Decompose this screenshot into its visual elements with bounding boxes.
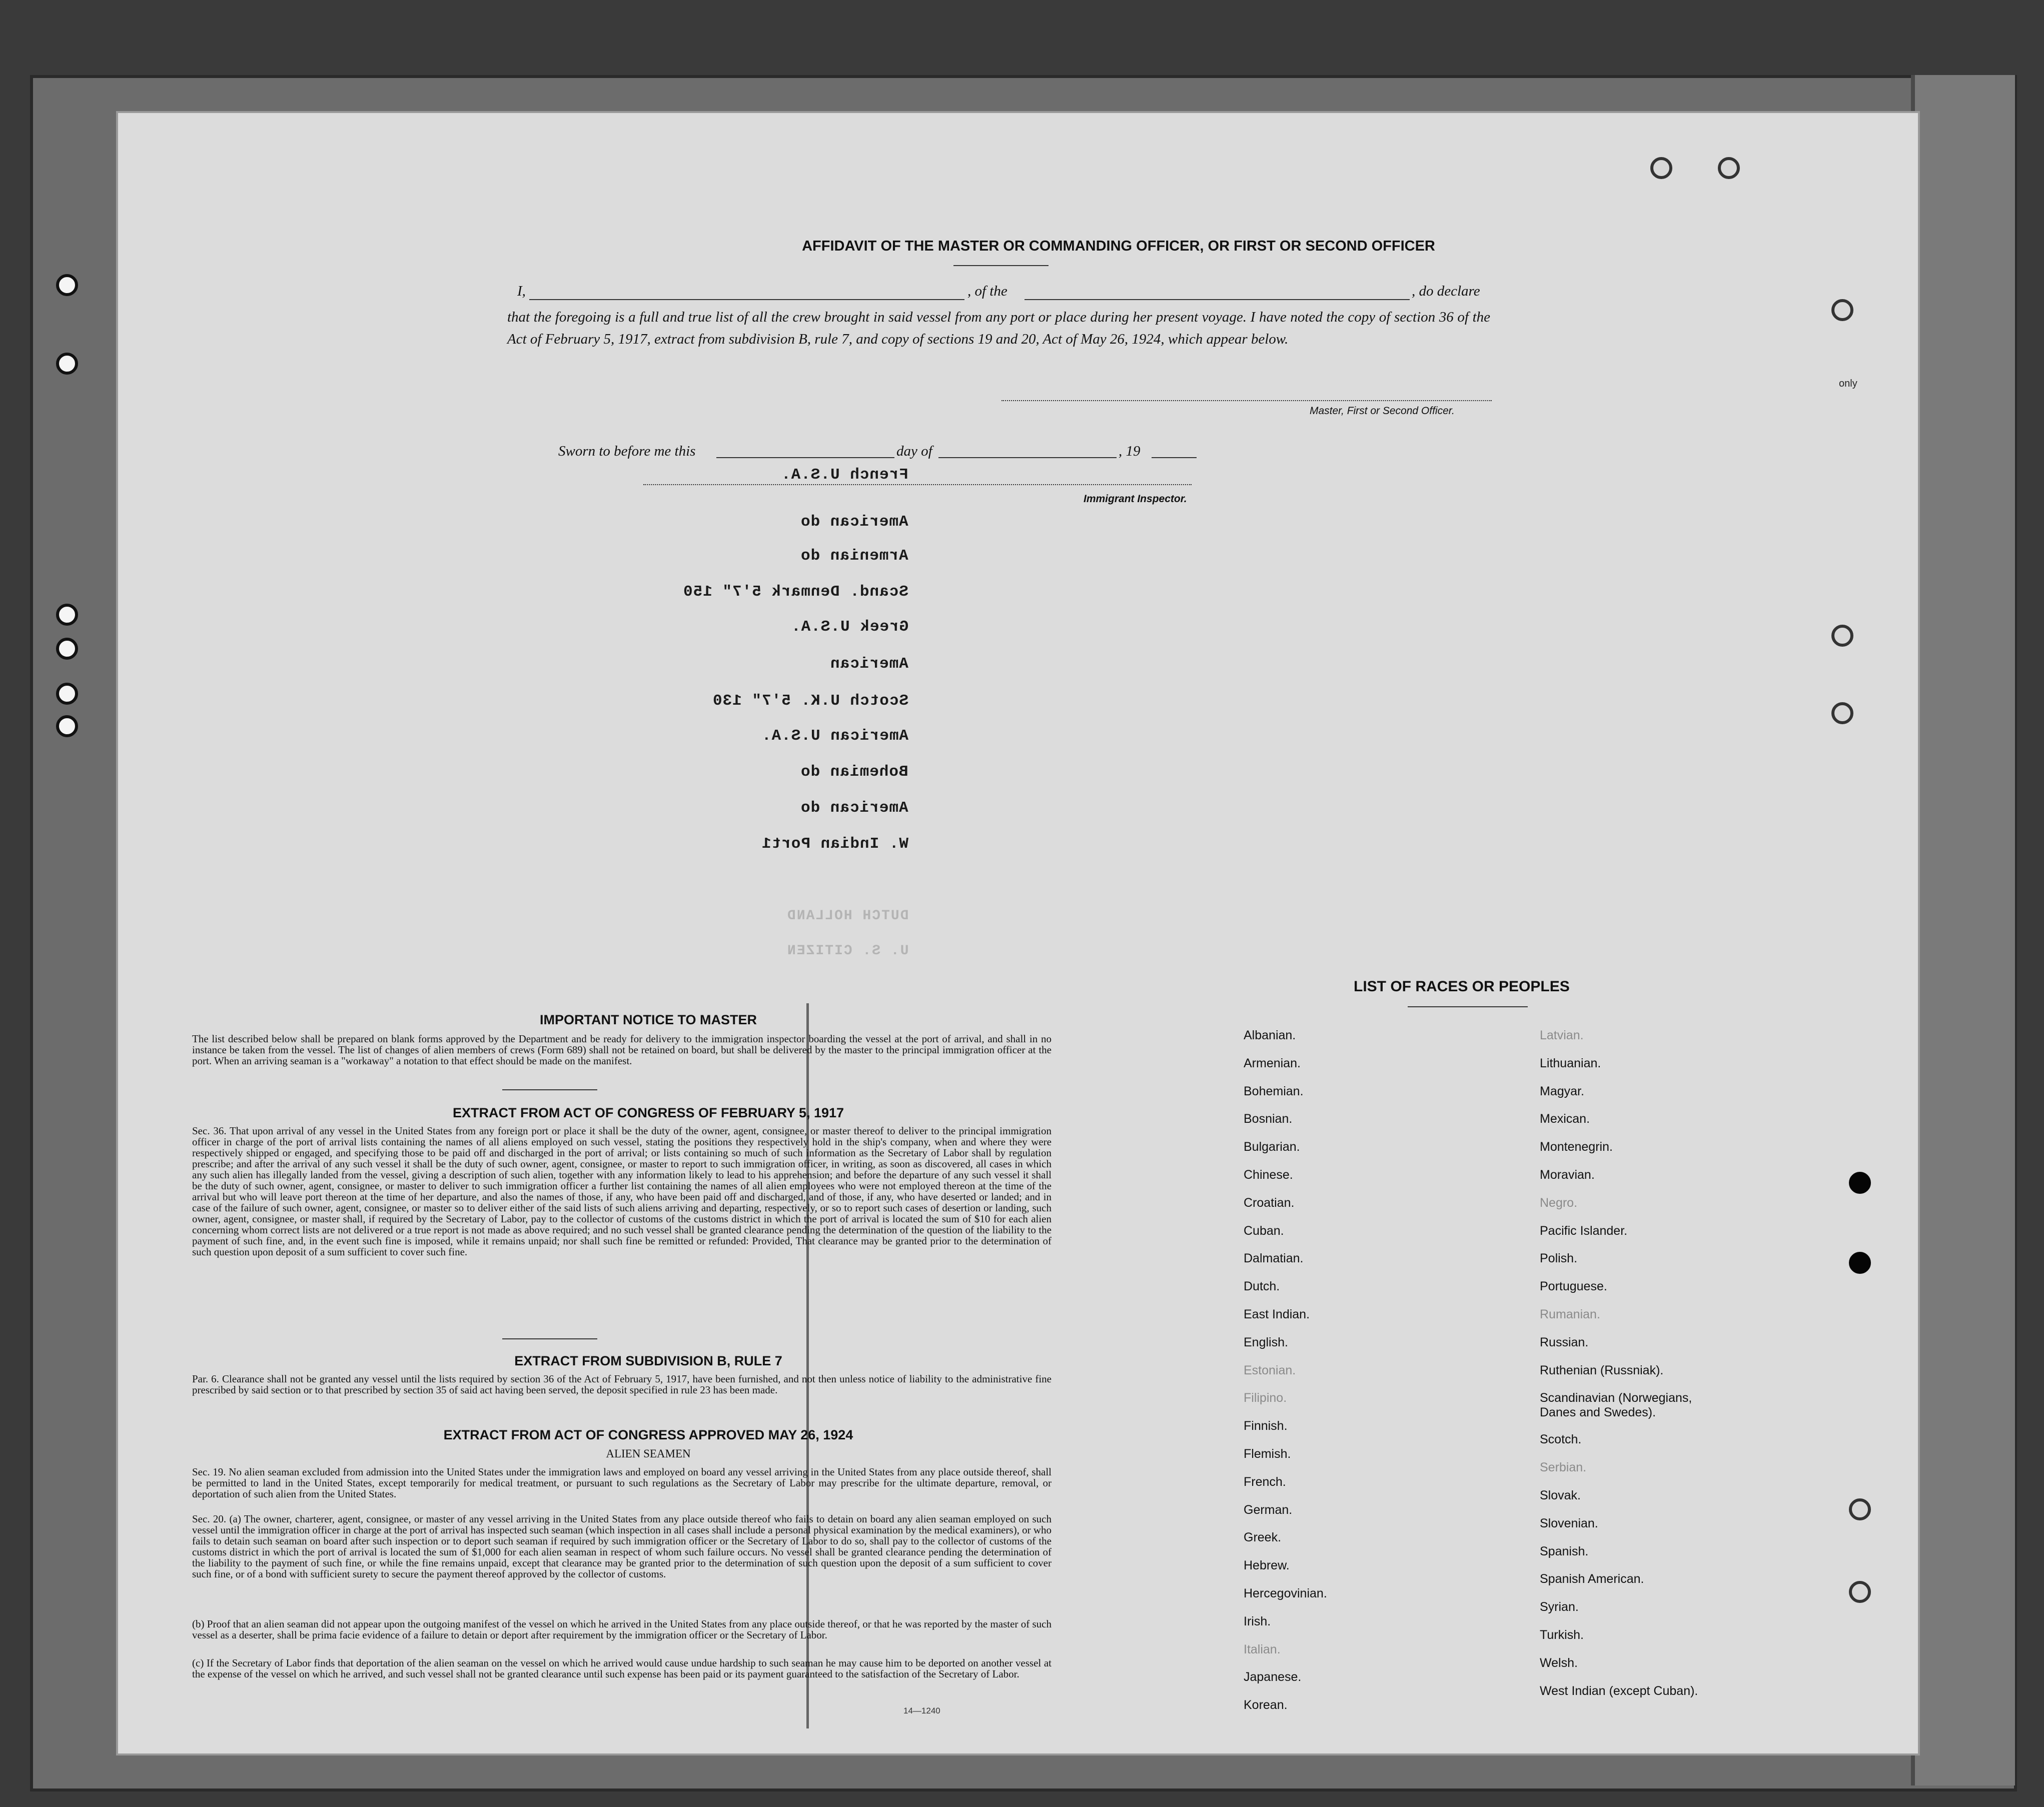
race-item: Slovenian. <box>1540 1516 1598 1530</box>
affidavit-do-declare: , do declare <box>1412 283 1480 299</box>
binder-hole <box>56 604 78 626</box>
sworn-prefix: Sworn to before me this <box>558 443 696 459</box>
extract3-sec20a: Sec. 20. (a) The owner, charterer, agent, consignee, or master of any vessel arriving in the United States from any place outside thereof who fails to detain on board any alien seaman employed on such vessel until the immigration officer in charge at the port of arrival has inspected such seaman (which inspection in all cases shall include a personal physical examination by the medical examiners), or who fails to detain such seaman on board after such inspection or to deport such seaman if required by such immigration officer or the Secretary of Labor to do so, shall pay to the collector of customs of the customs district in which the port of arrival is located the sum of $1,000 for each alien seaman in respect of whom such failure occurs. No vessel shall be granted clearance pending the determination of the liability to the payment of such fine, or while the fine remains unpaid, except that clearance may be granted prior to the determination of such question upon the deposit of a sum sufficient to cover such fine, or of a bond with sufficient surety to secure the payment thereof approved by the collector of customs. <box>192 1513 1052 1580</box>
race-item: Polish. <box>1540 1251 1578 1266</box>
race-item: Filipino. <box>1244 1391 1287 1405</box>
extract1-body: Sec. 36. That upon arrival of any vessel in the United States from any foreign port or place it shall be the duty of the owner, agent, consignee, or master thereof to deliver to the principal immigration officer in charge of the port of arrival lists containing the names of all aliens employed on such vessel, stating the positions they respectively hold in the ship's company, when and where they were respectively shipped or engaged, and specifying those to be paid off and discharged in the port of arrival; or lists containing so much of such information as the Secretary of Labor shall by regulation prescribe; and after the arrival of any such vessel it shall be the duty of such owner, agent, consignee, or master to report to such immigration officer, in writing, as soon as discovered, all cases in which any such alien has illegally landed from the vessel, giving a description of such alien, together with any information likely to lead to his apprehension; and before the departure of any such vessel it shall be the duty of such owner, agent, consignee, or master to deliver to such immigration officer a further list containing the names of all alien employees who were not employed thereon at the time of the arrival but who will leave port thereon at the time of her departure, and also the names of those, if any, who have been paid off and discharged, and of those, if any, who have deserted or landed; and in case of the failure of such owner, agent, consignee, or master so to deliver either of the said lists of such aliens arriving and departing, respectively, or so to report such cases of desertion or landing, such owner, agent, consignee, or master shall, if required by the Secretary of Labor, pay to the collector of customs of the customs district in which the port of arrival is located the sum of $10 for each alien concerning whom correct lists are not delivered or a true report is not made as above required; and no such vessel shall be granted clearance pending the determination of the question of the liability to the payment of such fine, and, in the event such fine is imposed, while it remains unpaid; nor shall such fine be remitted or refunded: Provided, That clearance may be granted prior to the determination of such question upon deposit of a sum sufficient to cover such fine. <box>192 1125 1052 1258</box>
extract1-title: EXTRACT FROM ACT OF CONGRESS OF FEBRUARY 5, 1917 <box>452 1105 844 1120</box>
race-item: Dutch. <box>1244 1279 1280 1294</box>
race-item: Turkish. <box>1540 1628 1584 1642</box>
race-item: Armenian. <box>1244 1056 1301 1070</box>
punch-hole <box>1831 625 1853 647</box>
divider <box>1408 1006 1528 1007</box>
extract2-body: Par. 6. Clearance shall not be granted any vessel until the lists required by section 36 of the Act of February 5, 1917, have been furnished, and not then unless notice of liability to the administrative fine prescribed by said section or to that prescribed by section 35 of said act having been served, the deposit specified in rule 23 has been made. <box>192 1373 1052 1396</box>
race-item: Japanese. <box>1244 1670 1302 1684</box>
race-item: Bohemian. <box>1244 1084 1304 1098</box>
signature-caption: Master, First or Second Officer. <box>1310 405 1455 417</box>
race-item: Irish. <box>1244 1614 1271 1628</box>
race-item: Syrian. <box>1540 1600 1579 1614</box>
punch-hole <box>1849 1172 1871 1194</box>
race-item: Montenegrin. <box>1540 1140 1613 1154</box>
race-item: Latvian. <box>1540 1028 1584 1042</box>
scanner-frame-right <box>1911 75 2015 1785</box>
divider <box>502 1089 597 1090</box>
race-item: Flemish. <box>1244 1447 1291 1461</box>
inspector-caption: Immigrant Inspector. <box>1084 493 1187 505</box>
race-item: Bosnian. <box>1244 1112 1293 1126</box>
race-item: German. <box>1244 1502 1293 1517</box>
binder-hole <box>56 683 78 705</box>
binder-hole <box>56 274 78 296</box>
race-item: Spanish American. <box>1540 1572 1644 1586</box>
extract3-sec20b: (b) Proof that an alien seaman did not appear upon the outgoing manifest of the vessel on which he arrived in the United States from any place outside thereof, or that he was reported by the master of such vessel as a deserter, shall be prima facie evidence of a failure to detain or deport after requirement by the immigration officer or the Secretary of Labor. <box>192 1618 1052 1641</box>
extract3-title: EXTRACT FROM ACT OF CONGRESS APPROVED MAY 26, 1924 <box>443 1427 853 1442</box>
race-item: Scotch. <box>1540 1432 1582 1447</box>
bleed-row: American do <box>800 513 908 531</box>
race-item: Finnish. <box>1244 1419 1288 1433</box>
race-item: Spanish. <box>1540 1544 1589 1558</box>
race-item: Italian. <box>1244 1642 1281 1656</box>
race-item: Rumanian. <box>1540 1307 1600 1321</box>
race-item: Mexican. <box>1540 1112 1590 1126</box>
punch-hole <box>1831 702 1853 724</box>
race-item: Ruthenian (Russniak). <box>1540 1363 1664 1377</box>
race-item: Korean. <box>1244 1698 1288 1712</box>
affidavit-i: I, <box>517 283 526 299</box>
bleed-row: W. Indian Port1 <box>761 835 908 853</box>
punch-hole <box>1849 1498 1871 1520</box>
day-blank <box>716 457 894 458</box>
race-item: Albanian. <box>1244 1028 1296 1042</box>
punch-hole <box>1650 157 1672 179</box>
form-code: 14—1240 <box>903 1706 940 1715</box>
margin-note: only <box>1839 378 1857 389</box>
race-item: Croatian. <box>1244 1195 1295 1210</box>
bleed-row: American U.S.A. <box>761 727 908 745</box>
affidavit-body: that the foregoing is a full and true list of all the crew brought in said vessel from any port or place during her present voyage. I have noted the copy of section 36 of the Act of February 5, 1917, extract from subdivision B, rule 7, and copy of sections 19 and 20, Act of May 26, 1924, which appear below. <box>507 309 1490 347</box>
punch-hole <box>1718 157 1740 179</box>
race-item: Bulgarian. <box>1244 1140 1300 1154</box>
race-item: Russian. <box>1540 1335 1589 1349</box>
bleed-row: French U.S.A. <box>781 466 908 484</box>
bleed-row: Scand. Denmark 5'7" 150 <box>683 583 908 601</box>
inspector-line <box>643 484 1192 485</box>
race-item: Portuguese. <box>1540 1279 1607 1294</box>
race-item: Estonian. <box>1244 1363 1296 1377</box>
bleed-row-faint: DUTCH HOLLAND <box>786 908 908 924</box>
binder-hole <box>56 638 78 660</box>
extract2-title: EXTRACT FROM SUBDIVISION B, RULE 7 <box>514 1353 782 1368</box>
race-item: Pacific Islander. <box>1540 1223 1628 1238</box>
bleed-row-faint: U. S. CITIZEN <box>786 943 908 959</box>
race-item: Lithuanian. <box>1540 1056 1601 1070</box>
race-item: Magyar. <box>1540 1084 1584 1098</box>
races-title: LIST OF RACES OR PEOPLES <box>1354 978 1570 995</box>
race-item: West Indian (except Cuban). <box>1540 1683 1698 1698</box>
binder-hole <box>56 715 78 737</box>
race-item: Welsh. <box>1540 1655 1578 1670</box>
bleed-row: Scotch U.K. 5'7" 130 <box>712 692 908 710</box>
race-item: Greek. <box>1244 1530 1282 1545</box>
notice-body: The list described below shall be prepared on blank forms approved by the Department and be ready for delivery to the immigration inspector boarding the vessel at the port of arrival, and shall in no instance be taken from the vessel. The list of changes of alien members of crews (Form 689) shall not be retained on board, but shall be delivered by the master to the principal immigration officer at the port. When an arriving seaman is a "workaway" a notation to that effect should be made on the manifest. <box>192 1033 1052 1067</box>
race-item: East Indian. <box>1244 1307 1310 1321</box>
bleed-row: Armenian do <box>800 547 908 565</box>
race-item: Dalmatian. <box>1244 1251 1304 1266</box>
divider <box>502 1338 597 1339</box>
notice-title: IMPORTANT NOTICE TO MASTER <box>540 1012 757 1027</box>
binder-hole <box>56 353 78 375</box>
race-item: Chinese. <box>1244 1168 1293 1182</box>
race-item: English. <box>1244 1335 1288 1349</box>
race-item: French. <box>1244 1474 1286 1489</box>
manifest-page <box>116 111 1920 1755</box>
extract3-sec19: Sec. 19. No alien seaman excluded from admission into the United States under the immigration laws and employed on board any vessel arriving in the United States from any place outside thereof, shall be permitted to land in the United States, except temporarily for medical treatment, or pursuant to such regulations as the Secretary of Labor may prescribe for the ultimate departure, removal, or deportation of such alien from the United States. <box>192 1466 1052 1500</box>
race-item: Slovak. <box>1540 1488 1581 1502</box>
vessel-blank <box>1025 299 1410 300</box>
bleed-row: American <box>830 655 908 673</box>
sworn-year: , 19 <box>1119 443 1141 459</box>
affidavit-title: AFFIDAVIT OF THE MASTER OR COMMANDING OFFICER, OR FIRST OR SECOND OFFICER <box>802 238 1435 254</box>
race-item: Negro. <box>1540 1195 1578 1210</box>
bleed-row: Bohemian do <box>800 763 908 781</box>
punch-hole <box>1849 1581 1871 1603</box>
race-item: Cuban. <box>1244 1223 1284 1238</box>
extract3-subtitle: ALIEN SEAMEN <box>606 1447 691 1460</box>
bleed-row: American do <box>800 799 908 817</box>
race-item: Scandinavian (Norwegians, Danes and Swedes). <box>1540 1391 1692 1420</box>
punch-hole <box>1831 299 1853 321</box>
race-item: Serbian. <box>1540 1460 1587 1475</box>
punch-hole <box>1849 1252 1871 1274</box>
extract3-sec20c: (c) If the Secretary of Labor finds that deportation of the alien seaman on the vessel on which he arrived would cause undue hardship to such seaman he may cause him to be deported on another vessel at the expense of the vessel on which he arrived, and such vessel shall not be granted clearance until such expense has been paid or its payment guaranteed to the satisfaction of the Secretary of Labor. <box>192 1657 1052 1680</box>
race-item: Moravian. <box>1540 1168 1595 1182</box>
year-blank <box>1152 457 1197 458</box>
race-item: Hercegovinian. <box>1244 1586 1327 1600</box>
name-blank <box>529 299 964 300</box>
sworn-day-of: day of <box>896 443 932 459</box>
divider <box>953 265 1049 266</box>
affidavit-of-the: , of the <box>967 283 1007 299</box>
bleed-row: Greek U.S.A. <box>790 618 908 636</box>
signature-line <box>1001 400 1492 401</box>
month-blank <box>938 457 1117 458</box>
race-item: Hebrew. <box>1244 1558 1290 1573</box>
